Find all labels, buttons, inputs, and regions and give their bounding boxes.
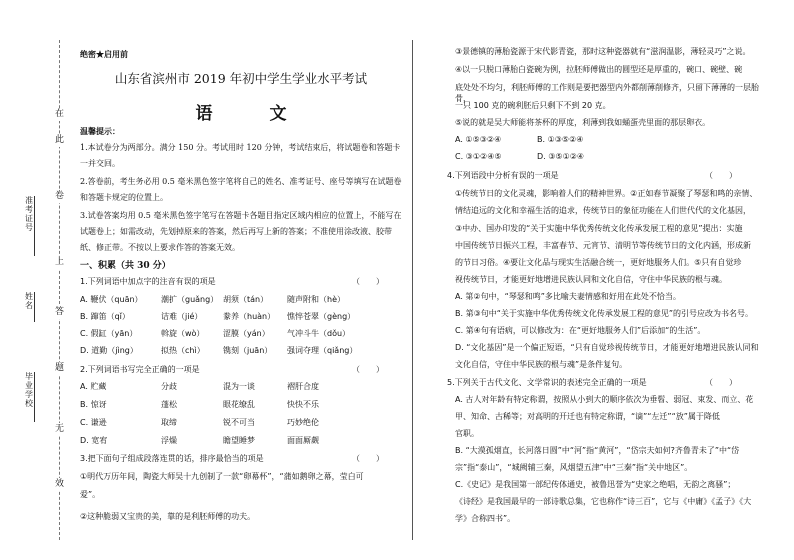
answer-paren: （ ） xyxy=(352,277,384,286)
binding-char: 无 xyxy=(55,424,65,434)
binding-char: 答 xyxy=(55,307,65,317)
question-stem: 1.下列词语中加点字的注音有误的项是 xyxy=(80,277,216,286)
binding-char: 卷 xyxy=(55,191,65,201)
left-column xyxy=(80,0,402,560)
option-cell: 诘难（jié） xyxy=(161,312,203,321)
question-stem: 5.下列关于古代文化、文学常识的表述完全正确的一项是 xyxy=(447,378,647,387)
answer-paren: （ ） xyxy=(705,378,737,387)
option-cell: 褶肝合度 xyxy=(287,382,319,391)
option-cell: 眼花缭乱 xyxy=(223,400,255,409)
q3-line: ①明代万历年间，陶瓷大师吴十九创制了一款“卵幕杯”，“蒲如鹅卵之幕，莹白可 xyxy=(80,472,364,481)
option-cell: 豢养（huàn） xyxy=(223,312,276,321)
option-cell: D. 宽宥 xyxy=(80,436,108,445)
option-cell: 随声附和（hè） xyxy=(287,295,345,304)
option-c: C. ③①②④⑤ xyxy=(455,152,502,161)
column-divider xyxy=(412,40,413,540)
option-line: C. 第④句有语病，可以修改为：在“更好地服务人们”后添加“的生活”。 xyxy=(455,326,706,335)
q3-line: ④以一只脱口薄胎白瓷碗为例，拉胚师傅做出的圆型还是厚重的，碗口、碗壁、碗 xyxy=(455,65,743,74)
answer-paren: （ ） xyxy=(705,171,737,180)
option-cell: 憔悴苍翠（gèng） xyxy=(287,312,356,321)
option-line: D. “文化基因”是一个偏正短语，“只有自觉珍视传统节日，才能更好地增进民族认同和 xyxy=(455,343,759,352)
option-cell: 斡旋（wò） xyxy=(161,329,205,338)
q4-line: 中国传统节日振兴工程，丰富春节、元宵节、清明节等传统节日的文化内涵，形成新 xyxy=(455,241,751,250)
answer-paren: （ ） xyxy=(352,365,384,374)
option-cell: C. 假缸（yān） xyxy=(80,329,138,338)
note-item: 3.试卷答案均用 0.5 毫米黑色签字笔写在答题卡各题目指定区域内相应的位置上，不能写在试题卷上；如需改动，先划掉原来的答案，然后再写上新的答案；不准使用涂改液、胶带纸、修正带。不按以上要求作答的答案无效。 xyxy=(80,211,402,252)
option-a: A. ①⑤③②④ xyxy=(455,135,502,144)
binding-char: 上 xyxy=(55,257,65,267)
exam-title: 山东省滨州市 2019 年初中学生学业水平考试 xyxy=(114,71,368,86)
note-item: 2.答卷前，考生务必用 0.5 毫米黑色签字笔将自己的姓名、准考证号、座号等填写在试题卷和答题卡规定的位置上。 xyxy=(80,177,402,202)
binding-char: 题 xyxy=(55,363,65,373)
question-stem: 3.把下面句子组成段落连贯的话，排序最恰当的项是 xyxy=(80,454,264,463)
option-cell: 取缔 xyxy=(161,418,177,427)
option-d: D. ③⑤①②④ xyxy=(537,152,585,161)
option-cell: 锐不可当 xyxy=(223,418,255,427)
option-line: A. 古人对年龄有特定称谓，按照从小到大的顺序依次为垂髫、弱冠、束发、而立、花 xyxy=(455,395,754,404)
option-cell: 潮扩（guǎng） xyxy=(161,295,219,304)
option-cell: 浮燥 xyxy=(161,436,177,445)
q3-line: ②这种脆弱又宝贵的美，靠的是利胚师傅的功夫。 xyxy=(80,512,256,521)
answer-paren: （ ） xyxy=(352,454,384,463)
option-cell: B. 蹿笛（qǐ） xyxy=(80,312,130,321)
option-cell: C. 谦逊 xyxy=(80,418,107,427)
section-heading: 一、积累（共 30 分） xyxy=(80,261,171,271)
option-cell: 巧妙绝伦 xyxy=(287,418,319,427)
question-stem: 2.下列词语书写完全正确的一项是 xyxy=(80,365,200,374)
note-item: 1.本试卷分为两部分。满分 150 分。考试用时 120 分钟，考试结束后，将试题卷和答题卡一并交回。 xyxy=(80,143,401,168)
option-cell: 镌刻（juān） xyxy=(223,346,273,355)
q4-line: ①传统节日的文化灵魂，影响着人们的精神世界。②正如春节凝聚了琴瑟和鸣的亲情、 xyxy=(455,189,758,198)
option-cell: B. 惊讶 xyxy=(80,400,107,409)
notes-heading: 温馨提示： xyxy=(80,126,120,136)
binding-char: 此 xyxy=(55,135,65,145)
option-line: C.《史记》是我国第一部纪传体通史，被鲁迅誉为“史家之绝唱，无韵之离骚”； xyxy=(455,480,736,489)
option-line: 官职。 xyxy=(455,429,479,438)
option-cell: 瞻望睡梦 xyxy=(223,436,255,445)
q3-line: ③景德镇的薄胎瓷源于宋代影青瓷，那时这种瓷器就有“滋润温影，薄轻灵巧”之说。 xyxy=(455,47,751,56)
q3-line: 爱”。 xyxy=(80,490,101,499)
option-cell: 胡须（tán） xyxy=(223,295,269,304)
q3-line: ⑤说的就是吴大师能将茶杯的厚度，利薄到我如蛹蛋壳里面的那层卵衣。 xyxy=(455,118,711,127)
binding-char: 在 xyxy=(55,109,65,119)
question-stem: 4.下列语段中分析有误的一项是 xyxy=(447,171,559,180)
option-line: 学》合称四书”。 xyxy=(455,514,516,523)
q3-line: 底处处不均匀，利胚师傅的工作则是要把器型内外都削薄削修齐，只留下薄薄的一层胎骨， xyxy=(455,83,759,103)
option-cell: 蓬松 xyxy=(161,400,177,409)
option-cell: 气冲斗牛（dǒu） xyxy=(287,329,351,338)
option-line: A. 第②句中，“琴瑟和鸣”多比喻夫妻情感和好用在此处不恰当。 xyxy=(455,292,681,301)
option-cell: A. 贮藏 xyxy=(80,382,107,391)
option-cell: 分歧 xyxy=(161,382,177,391)
option-cell: 混为一谈 xyxy=(223,382,255,391)
option-cell: 涩膜（yán） xyxy=(223,329,270,338)
option-b: B. ①③⑤②④ xyxy=(537,135,584,144)
secret-label: 绝密★启用前 xyxy=(80,49,128,59)
option-line: 宗”指“泰山”，“城阙辅三秦，风烟望五津”中“三秦”指“关中地区”。 xyxy=(455,463,693,472)
binding-strip xyxy=(14,40,84,540)
option-cell: 强词夺理（qiǎng） xyxy=(287,346,358,355)
option-cell: 快快不乐 xyxy=(287,400,319,409)
option-cell: D. 道勤（jìng） xyxy=(80,346,138,355)
subject-title: 语 文 xyxy=(195,104,307,124)
option-line: 文化自信，守住中华民族的根与魂”是条件复句。 xyxy=(455,360,628,369)
q4-line: 的节日习俗。④要让文化品与现实生活融合统一，更好地服务人们。⑤只有自觉珍 xyxy=(455,258,742,267)
binding-field-school: 毕业学校 xyxy=(24,372,35,422)
option-line: 《诗经》是我国最早的一部诗歌总集，它也称作“诗三百”，它与《中庸》《孟子》《大 xyxy=(455,497,752,506)
option-cell: A. 鞭伏（quān） xyxy=(80,295,143,304)
option-cell: 拟热（chì） xyxy=(161,346,205,355)
binding-field-name: 姓名 xyxy=(24,292,35,322)
q4-line: 情结追远的文化和幸福生活的追求，传统节日的象征功能在人们世代代的文化基因， xyxy=(455,206,751,215)
option-line: 甲、知命、古稀等；对高明的开迁也有特定称谓，“谪”“左迁”“放”属于降低 xyxy=(455,412,720,421)
q3-line: 一只 100 克的碗利胚后只剩下不到 20 克。 xyxy=(455,101,611,110)
option-line: B. 第③句中“关于实施中华优秀传统文化传承发展工程的意见”的引号应改为书名号。 xyxy=(455,309,754,318)
right-column xyxy=(425,0,760,560)
option-cell: 面面厮觑 xyxy=(287,436,319,445)
option-line: B. “大漠孤烟直，长河落日圆”中“河”指“黄河”，“岱宗夫如何?齐鲁青未了”中“岱 xyxy=(455,446,740,455)
q4-line: 视传统节日，才能更好地增进民族认同和文化自信，守住中华民族的根与魂。 xyxy=(455,275,727,284)
q4-line: ③中办、国办印发的“关于实施中华优秀传统文化传承发展工程的意见”提出：实施 xyxy=(455,224,743,233)
binding-field-exam-id: 准考证号 xyxy=(24,196,35,256)
binding-char: 效 xyxy=(55,479,65,489)
